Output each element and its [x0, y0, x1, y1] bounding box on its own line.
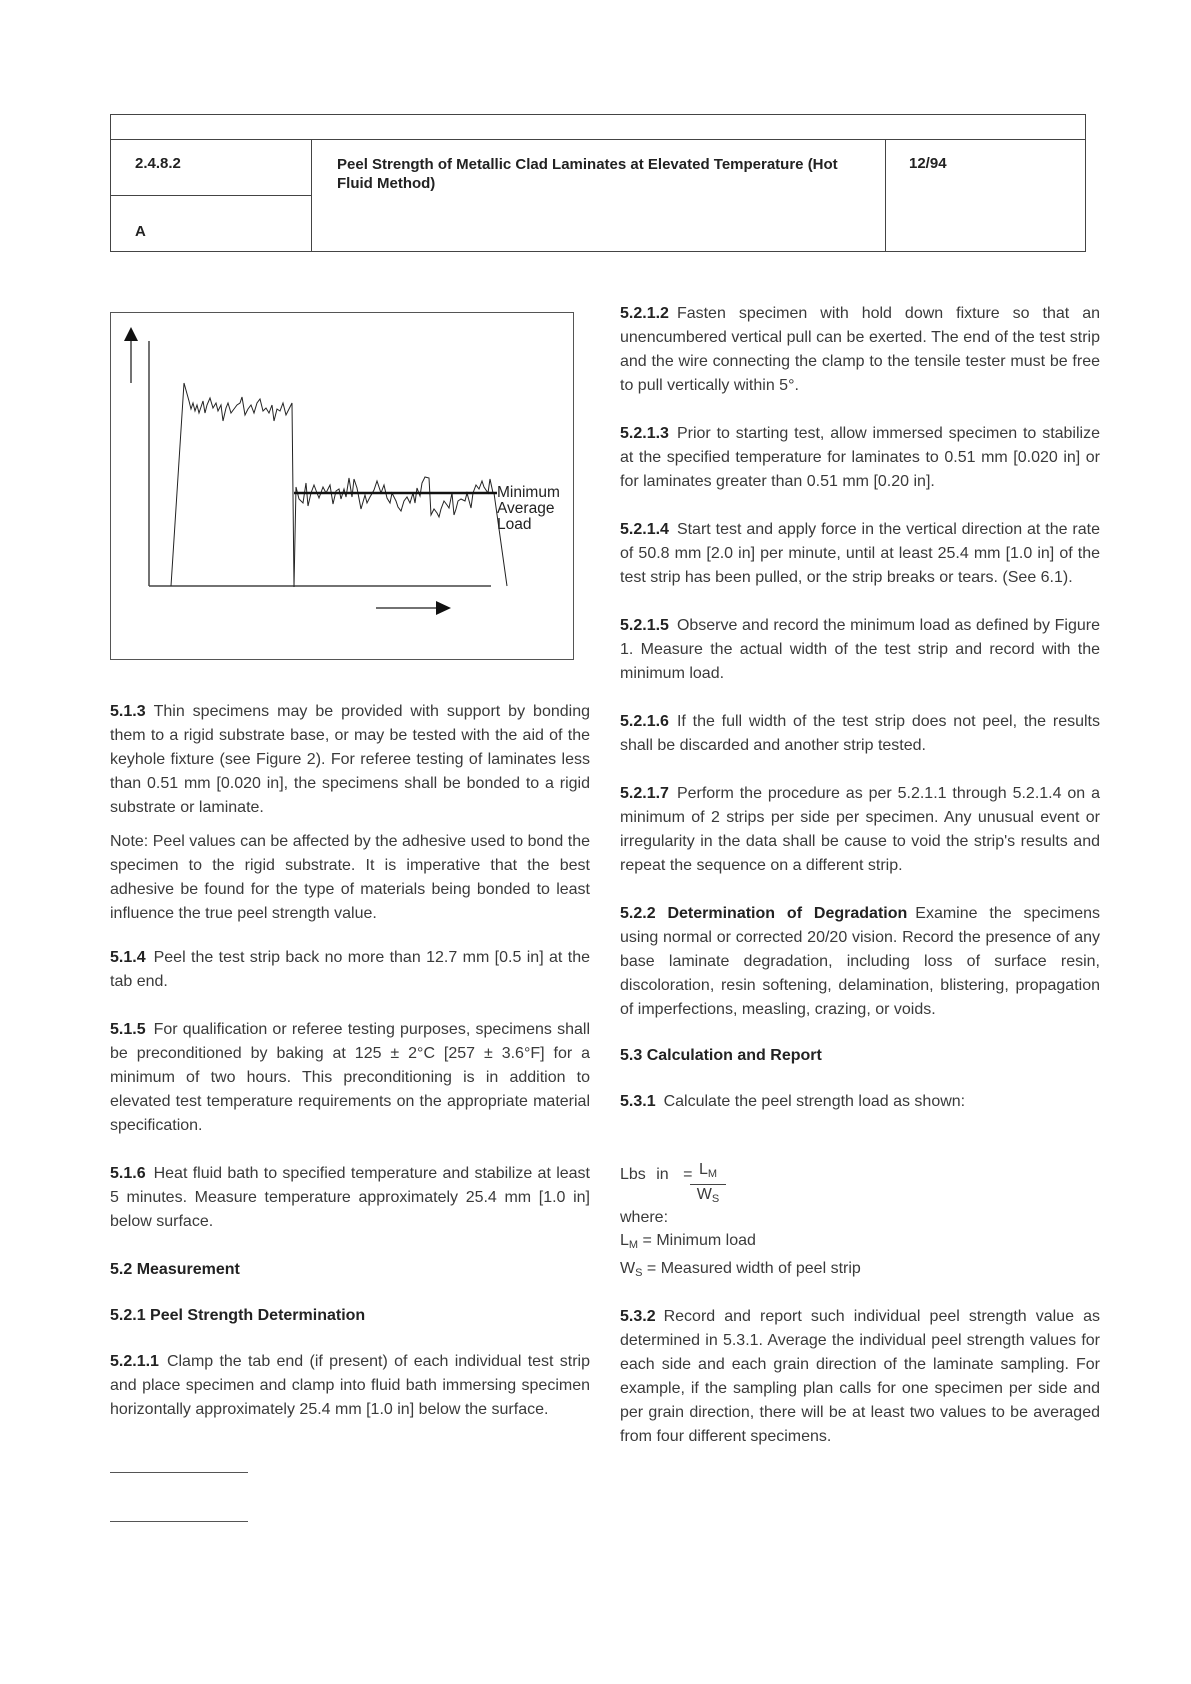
formula-fraction: [690, 1160, 726, 1209]
paragraph-5-2-1-4: [620, 518, 1100, 590]
symbol: L: [620, 1232, 629, 1249]
paragraph-text: Start test and apply force in the vertical direction at the rate of 50.8 mm [2.0 in] per minute, until at least 25.4 mm [1.0 in] of the test strip has been pulled, or the strip breaks or tears. (See 6.1).: [620, 521, 1100, 586]
paragraph-5-3-2: [620, 1305, 1100, 1449]
fraction-numerator: [690, 1160, 726, 1185]
paragraph-5-2-1-7: [620, 782, 1100, 878]
formula-equals: =: [683, 1166, 693, 1183]
paragraph-text: Prior to starting test, allow immersed specimen to stabilize at the specified temperature for laminates to 0.51 mm [0.020 in] or for laminates greater than 0.51 mm [0.20 in].: [620, 425, 1100, 490]
subscript: S: [711, 1193, 720, 1205]
paragraph-text: Perform the procedure as per 5.2.1.1 through 5.2.1.4 on a minimum of 2 strips per side per specimen. Any unusual event or irregularity in the data shall be cause to void the strip's results and repeat the sequence on a different strip.: [620, 785, 1100, 874]
section-number: 5.2.1.1: [110, 1353, 159, 1370]
document-header-table: [110, 114, 1086, 252]
paragraph-5-2-1-1: [110, 1350, 590, 1422]
definition-text: = Measured width of peel strip: [642, 1260, 861, 1277]
paragraph-text: Peel the test strip back no more than 12.7 mm [0.5 in] at the tab end.: [110, 949, 590, 990]
symbol: W: [620, 1260, 636, 1277]
definition-text: = Minimum load: [638, 1232, 756, 1249]
paragraph-5-2-1-5: [620, 614, 1100, 686]
section-number: 5.2.1.7: [620, 785, 669, 802]
label-line: Load: [497, 516, 532, 533]
section-number: 5.1.5: [110, 1021, 146, 1038]
section-number: 5.1.4: [110, 949, 146, 966]
paragraph-5-1-5: [110, 1018, 590, 1138]
label-line: Average: [497, 500, 555, 517]
minimum-average-load-label: [497, 485, 560, 533]
paragraph-5-3-2-block: [620, 1305, 1100, 1449]
paragraph-5-2-1-2: [620, 302, 1100, 398]
subscript: M: [707, 1168, 718, 1180]
footnote-rule: [110, 1521, 248, 1522]
left-column: [110, 700, 590, 1422]
paragraph-text: Thin specimens may be provided with support by bonding them to a rigid substrate base, or may be tested with the aid of the keyhole fixture (see Figure 2). For referee testing of laminates less than 0.51 mm [0.020 in], the specimens shall be bonded to a rigid substrate or laminate.: [110, 703, 590, 816]
subscript: M: [628, 1239, 639, 1251]
section-number: 5.3.2: [620, 1308, 656, 1325]
definition-lm: [620, 1229, 1100, 1257]
paragraph-5-2-1-6: [620, 710, 1100, 758]
peel-load-trace: [171, 383, 294, 587]
section-number: 5.2.1.3: [620, 425, 669, 442]
document-number: 2.4.8.2: [135, 155, 181, 172]
note-paragraph: Note: Peel values can be affected by the adhesive used to bond the specimen to the rigid substrate. It is imperative that the best adhesive be found for the type of materials being bonded to least influence the true peel strength value.: [110, 833, 590, 922]
subscript: S: [635, 1267, 643, 1279]
peel-strength-formula: [620, 1161, 720, 1205]
heading-5-2-1: 5.2.1 Peel Strength Determination: [110, 1307, 366, 1324]
paragraph-text: Heat fluid bath to specified temperature and stabilize at least 5 minutes. Measure temperature approximately 25.4 mm [1.0 in] below surface.: [110, 1165, 590, 1230]
document-revision: A: [135, 223, 146, 240]
section-number: 5.1.3: [110, 703, 146, 720]
paragraph-5-2-2: [620, 902, 1100, 1022]
section-number: 5.2.1.2: [620, 305, 669, 322]
formula-definitions: [620, 1206, 1100, 1285]
paragraph-text: Record and report such individual peel strength value as determined in 5.3.1. Average the individual peel strength values for each side and each grain direction of the laminate sampling. For example, if the sampling plan calls for one specimen per side and per grain direction, there will be at least two values to be averaged from four different specimens.: [620, 1308, 1100, 1445]
paragraph-text: Fasten specimen with hold down fixture so that an unencumbered vertical pull can be exerted. The end of the test strip and the wire connecting the clamp to the tensile tester must be free to pull vertically within 5°.: [620, 305, 1100, 394]
heading-5-2: 5.2 Measurement: [110, 1261, 240, 1278]
where-label: where:: [620, 1209, 669, 1226]
section-number: 5.2.1.5: [620, 617, 669, 634]
header-top-row: [111, 115, 1085, 140]
paragraph-text: For qualification or referee testing purposes, specimens shall be preconditioned by baking at 125 ± 2°C [257 ± 3.6°F] for a minimum of two hours. This preconditioning is in addition to elevated test temperature requirements on the appropriate material specification.: [110, 1021, 590, 1134]
symbol: W: [696, 1186, 712, 1203]
symbol: L: [698, 1161, 708, 1178]
paragraph-5-1-4: [110, 946, 590, 994]
formula-lhs: Lbs in: [620, 1166, 669, 1183]
paragraph-text: If the full width of the test strip does not peel, the results shall be discarded and another strip tested.: [620, 713, 1100, 754]
right-arrow-icon: [436, 601, 451, 615]
heading-5-3: 5.3 Calculation and Report: [620, 1047, 822, 1064]
label-line: Minimum: [497, 484, 560, 501]
section-number: 5.1.6: [110, 1165, 146, 1182]
paragraph-5-1-6: [110, 1162, 590, 1234]
right-column: [620, 302, 1100, 1114]
document-date: 12/94: [909, 155, 947, 172]
section-number: 5.2.1.6: [620, 713, 669, 730]
paragraph-5-2-1-3: [620, 422, 1100, 494]
section-number: 5.2.1.4: [620, 521, 669, 538]
footnote-rule: [110, 1472, 248, 1473]
figure-peel-load-trace: [110, 312, 574, 660]
document-title: Peel Strength of Metallic Clad Laminates at Elevated Temperature (Hot Fluid Method): [337, 156, 838, 192]
section-number: 5.3.1: [620, 1093, 656, 1110]
definition-ws: [620, 1257, 1100, 1285]
paragraph-text: Calculate the peel strength load as shown:: [663, 1093, 966, 1110]
paragraph-text: Observe and record the minimum load as defined by Figure 1. Measure the actual width of the test strip and record with the minimum load.: [620, 617, 1100, 682]
paragraph-5-1-3: [110, 700, 590, 820]
up-arrow-icon: [124, 327, 138, 341]
paragraph-5-3-1: [620, 1090, 1100, 1114]
section-heading: 5.2.2 Determination of Degradation: [620, 905, 908, 922]
paragraph-text: Examine the specimens using normal or corrected 20/20 vision. Record the presence of any base laminate degradation, including loss of surface resin, discoloration, resin softening, delamination, blistering, propagation of imperfections, measling, crazing, or voids.: [620, 905, 1101, 1018]
paragraph-text: Clamp the tab end (if present) of each individual test strip and place specimen and clamp into fluid bath immersing specimen horizontally approximately 25.4 mm [1.0 in] below the surface.: [110, 1353, 590, 1418]
